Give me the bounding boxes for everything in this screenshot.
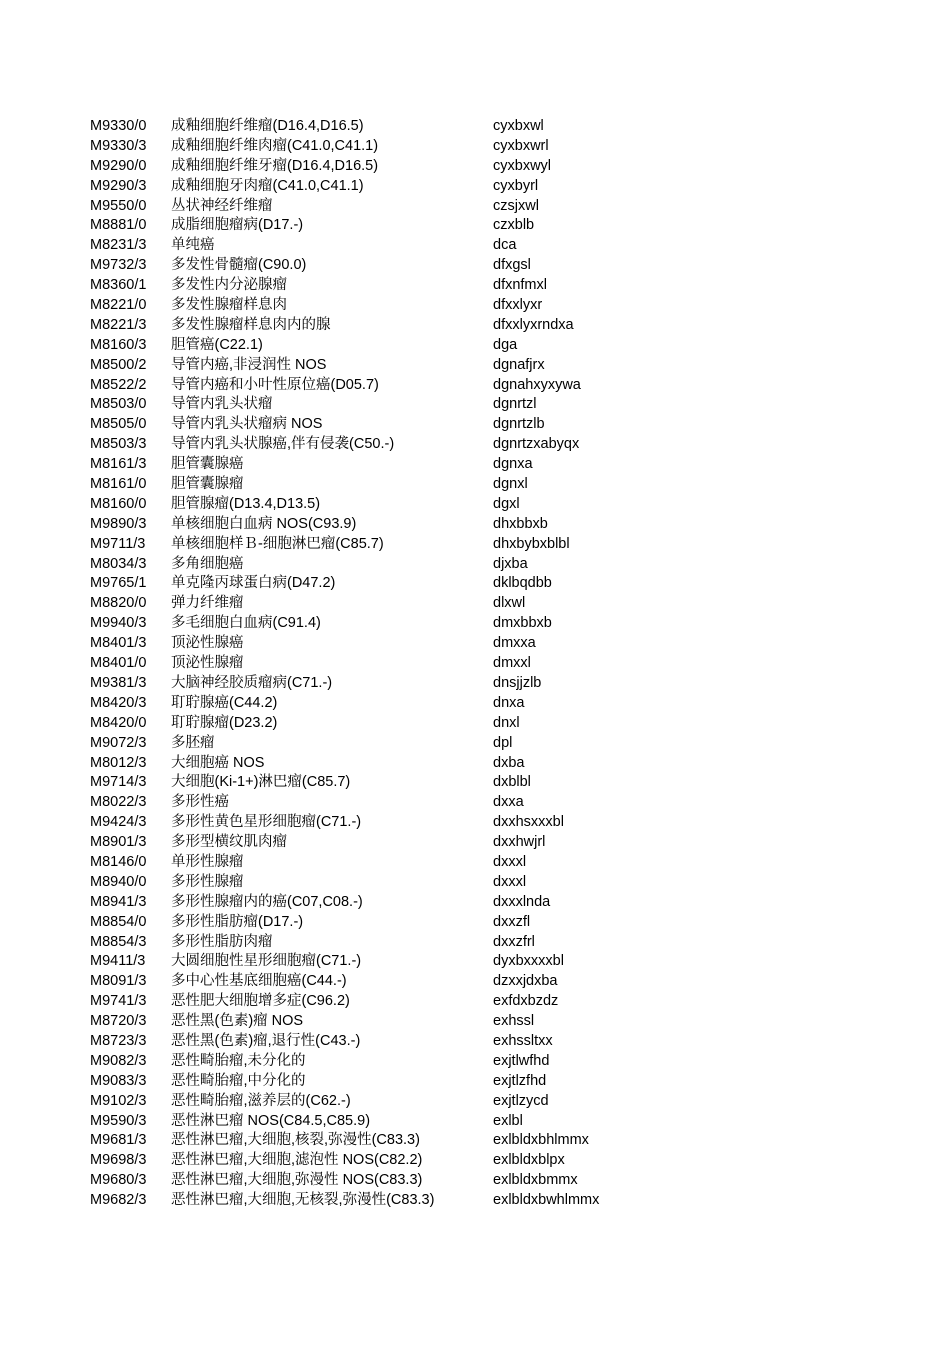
- table-row: [0, 913, 950, 933]
- pinyin-abbreviation: dca: [493, 237, 517, 254]
- morphology-code: M8505/0: [90, 416, 147, 433]
- table-row: [0, 197, 950, 217]
- table-row: [0, 773, 950, 793]
- table-row: [0, 754, 950, 774]
- table-row: [0, 256, 950, 276]
- morphology-code: M8221/3: [90, 316, 147, 333]
- morphology-code: M9330/3: [90, 137, 147, 154]
- pinyin-abbreviation: dfxxlyxr: [493, 297, 543, 314]
- morphology-code: M8022/3: [90, 794, 147, 811]
- table-row: [0, 1012, 950, 1032]
- table-row: [0, 1191, 950, 1211]
- pinyin-abbreviation: dfxxlyxrndxa: [493, 316, 574, 333]
- tumor-name: 多中心性基底细胞癌(C44.-): [171, 973, 347, 990]
- table-row: [0, 316, 950, 336]
- morphology-code: M9082/3: [90, 1052, 147, 1069]
- tumor-name: 大细胞(Ki-1+)淋巴瘤(C85.7): [171, 774, 351, 791]
- morphology-code: M8221/0: [90, 297, 147, 314]
- table-row: [0, 933, 950, 953]
- table-row: [0, 674, 950, 694]
- pinyin-abbreviation: dhxbbxb: [493, 515, 548, 532]
- morphology-code: M8940/0: [90, 873, 147, 890]
- tumor-name: 胆管腺瘤(D13.4,D13.5): [171, 495, 321, 512]
- pinyin-abbreviation: dxxhwjrl: [493, 834, 546, 851]
- pinyin-abbreviation: dxxxlnda: [493, 893, 551, 910]
- table-row: [0, 296, 950, 316]
- table-row: [0, 356, 950, 376]
- table-row: [0, 475, 950, 495]
- pinyin-abbreviation: dxxzfrl: [493, 933, 535, 950]
- pinyin-abbreviation: exjtlzfhd: [493, 1072, 547, 1089]
- tumor-name: 单核细胞白血病 NOS(C93.9): [171, 515, 357, 532]
- morphology-code: M8500/2: [90, 356, 147, 373]
- tumor-name: 恶性畸胎瘤,中分化的: [171, 1072, 306, 1089]
- tumor-name: 多发性内分泌腺瘤: [171, 277, 287, 294]
- tumor-name: 顶泌性腺癌: [171, 635, 244, 652]
- table-row: [0, 515, 950, 535]
- pinyin-abbreviation: exfdxbzdz: [493, 993, 559, 1010]
- table-row: [0, 395, 950, 415]
- pinyin-abbreviation: dxba: [493, 754, 525, 771]
- pinyin-abbreviation: exjtlwfhd: [493, 1052, 550, 1069]
- tumor-name: 大脑神经胶质瘤病(C71.-): [171, 674, 333, 691]
- tumor-name: 胆管囊腺癌: [171, 456, 244, 473]
- pinyin-abbreviation: dmxxa: [493, 635, 536, 652]
- morphology-code: M9741/3: [90, 993, 147, 1010]
- pinyin-abbreviation: czxblb: [493, 217, 535, 234]
- tumor-name: 单克隆丙球蛋白病(D47.2): [171, 575, 336, 592]
- tumor-name: 恶性淋巴瘤,大细胞,核裂,弥漫性(C83.3): [171, 1132, 420, 1149]
- table-row: [0, 177, 950, 197]
- morphology-code: M8012/3: [90, 754, 147, 771]
- morphology-code: M9890/3: [90, 515, 147, 532]
- table-row: [0, 574, 950, 594]
- tumor-name: 多形性腺瘤内的癌(C07,C08.-): [171, 893, 363, 910]
- tumor-name: 恶性淋巴瘤 NOS(C84.5,C85.9): [171, 1112, 371, 1129]
- pinyin-abbreviation: dmxbbxb: [493, 615, 552, 632]
- morphology-code: M9698/3: [90, 1152, 147, 1169]
- table-row: [0, 1092, 950, 1112]
- tumor-name: 恶性黑(色素)瘤 NOS: [171, 1013, 304, 1030]
- morphology-code: M8720/3: [90, 1013, 147, 1030]
- pinyin-abbreviation: dgnahxyxywa: [493, 376, 581, 393]
- tumor-name: 导管内乳头状瘤病 NOS: [171, 416, 323, 433]
- morphology-code: M8160/0: [90, 495, 147, 512]
- table-row: [0, 1131, 950, 1151]
- pinyin-abbreviation: dgnxl: [493, 476, 528, 493]
- pinyin-abbreviation: dxxa: [493, 794, 524, 811]
- tumor-name: 恶性畸胎瘤,滋养层的(C62.-): [171, 1092, 351, 1109]
- tumor-name: 多发性腺瘤样息肉内的腺: [171, 316, 331, 333]
- pinyin-abbreviation: dnxa: [493, 694, 525, 711]
- pinyin-abbreviation: dgnrtzxabyqx: [493, 436, 580, 453]
- tumor-name: 多发性腺瘤样息肉: [171, 297, 287, 314]
- morphology-code: M8160/3: [90, 336, 147, 353]
- tumor-name: 多毛细胞白血病(C91.4): [171, 615, 321, 632]
- table-row: [0, 952, 950, 972]
- pinyin-abbreviation: dnsjjzlb: [493, 674, 542, 691]
- table-row: [0, 157, 950, 177]
- tumor-name: 单形性腺瘤: [171, 853, 244, 870]
- table-row: [0, 236, 950, 256]
- table-row: [0, 714, 950, 734]
- pinyin-abbreviation: exlbl: [493, 1112, 523, 1129]
- morphology-code: M8146/0: [90, 853, 147, 870]
- pinyin-abbreviation: dgnrtzl: [493, 396, 537, 413]
- morphology-code: M9102/3: [90, 1092, 147, 1109]
- pinyin-abbreviation: djxba: [493, 555, 528, 572]
- morphology-code: M9550/0: [90, 197, 147, 214]
- tumor-name: 恶性肥大细胞增多症(C96.2): [171, 993, 350, 1010]
- table-row: [0, 415, 950, 435]
- tumor-name: 多发性骨髓瘤(C90.0): [171, 257, 307, 274]
- pinyin-abbreviation: dlxwl: [493, 595, 526, 612]
- tumor-name: 导管内癌和小叶性原位癌(D05.7): [171, 376, 379, 393]
- morphology-code: M8881/0: [90, 217, 147, 234]
- morphology-code: M8420/3: [90, 694, 147, 711]
- table-row: [0, 1052, 950, 1072]
- pinyin-abbreviation: dgxl: [493, 495, 520, 512]
- pinyin-abbreviation: exlbldxbmmx: [493, 1172, 578, 1189]
- tumor-name: 成釉细胞纤维肉瘤(C41.0,C41.1): [171, 137, 379, 154]
- tumor-name: 多形性脂肪瘤(D17.-): [171, 913, 304, 930]
- morphology-code: M8503/0: [90, 396, 147, 413]
- pinyin-abbreviation: dgnafjrx: [493, 356, 545, 373]
- pinyin-abbreviation: dfxgsl: [493, 257, 531, 274]
- tumor-name: 大圆细胞性星形细胞瘤(C71.-): [171, 953, 362, 970]
- morphology-code: M8820/0: [90, 595, 147, 612]
- table-row: [0, 1171, 950, 1191]
- tumor-name: 多形型横纹肌肉瘤: [171, 834, 287, 851]
- pinyin-abbreviation: dxxzfl: [493, 913, 531, 930]
- pinyin-abbreviation: exhssltxx: [493, 1032, 553, 1049]
- pinyin-abbreviation: dxxxl: [493, 853, 527, 870]
- pinyin-abbreviation: dhxbybxblbl: [493, 535, 570, 552]
- tumor-name: 顶泌性腺瘤: [171, 655, 244, 672]
- pinyin-abbreviation: dgnxa: [493, 456, 533, 473]
- tumor-name: 成釉细胞纤维牙瘤(D16.4,D16.5): [171, 157, 379, 174]
- tumor-name: 成釉细胞牙肉瘤(C41.0,C41.1): [171, 177, 364, 194]
- table-row: [0, 376, 950, 396]
- tumor-name: 耵聍腺瘤(D23.2): [171, 714, 278, 731]
- table-row: [0, 435, 950, 455]
- morphology-code: M9940/3: [90, 615, 147, 632]
- tumor-name: 导管内癌,非浸润性 NOS: [171, 356, 327, 373]
- tumor-name: 成釉细胞纤维瘤(D16.4,D16.5): [171, 118, 364, 134]
- morphology-code: M9411/3: [90, 953, 146, 970]
- tumor-name: 丛状神经纤维瘤: [171, 197, 273, 214]
- table-row: [0, 853, 950, 873]
- table-row: [0, 654, 950, 674]
- morphology-code: M8941/3: [90, 893, 147, 910]
- morphology-code: M9290/0: [90, 157, 147, 174]
- morphology-code: M8034/3: [90, 555, 147, 572]
- morphology-code: M9765/1: [90, 575, 147, 592]
- morphology-code: M9083/3: [90, 1072, 147, 1089]
- table-row: [0, 455, 950, 475]
- pinyin-abbreviation: dxblbl: [493, 774, 531, 791]
- table-row: [0, 734, 950, 754]
- morphology-code: M9681/3: [90, 1132, 147, 1149]
- tumor-name: 恶性畸胎瘤,未分化的: [171, 1052, 306, 1069]
- tumor-name: 多形性脂肪肉瘤: [171, 933, 273, 950]
- morphology-code: M8401/3: [90, 635, 147, 652]
- tumor-name: 大细胞癌 NOS: [171, 754, 265, 771]
- tumor-name: 多角细胞癌: [171, 555, 244, 572]
- morphology-code: M9682/3: [90, 1192, 147, 1209]
- table-row: [0, 813, 950, 833]
- table-row: [0, 555, 950, 575]
- table-row: [0, 793, 950, 813]
- pinyin-abbreviation: cyxbxwrl: [493, 137, 549, 154]
- morphology-code: M9381/3: [90, 674, 147, 691]
- table-row: [0, 336, 950, 356]
- table-row: [0, 137, 950, 157]
- pinyin-abbreviation: dxxhsxxxbl: [493, 814, 564, 831]
- pinyin-abbreviation: exlbldxblpx: [493, 1152, 565, 1169]
- table-row: [0, 694, 950, 714]
- morphology-code: M9680/3: [90, 1172, 147, 1189]
- morphology-code: M9072/3: [90, 734, 147, 751]
- pinyin-abbreviation: exjtlzycd: [493, 1092, 549, 1109]
- morphology-code: M8091/3: [90, 973, 147, 990]
- tumor-name: 恶性黑(色素)瘤,退行性(C43.-): [171, 1032, 361, 1049]
- table-row: [0, 1112, 950, 1132]
- table-row: [0, 833, 950, 853]
- table-row: [0, 873, 950, 893]
- morphology-code: M9714/3: [90, 774, 147, 791]
- pinyin-abbreviation: cyxbyrl: [493, 177, 539, 194]
- table-row: [0, 614, 950, 634]
- tumor-name: 导管内乳头状腺癌,伴有侵袭(C50.-): [171, 436, 395, 453]
- morphology-code: M8420/0: [90, 714, 147, 731]
- tumor-name: 耵聍腺癌(C44.2): [171, 694, 278, 711]
- morphology-code: M8723/3: [90, 1032, 147, 1049]
- tumor-name: 成脂细胞瘤病(D17.-): [171, 217, 304, 234]
- table-row: [0, 1032, 950, 1052]
- table-row: [0, 1072, 950, 1092]
- tumor-name: 胆管癌(C22.1): [171, 336, 263, 353]
- morphology-code: M8231/3: [90, 237, 147, 254]
- pinyin-abbreviation: dgnrtzlb: [493, 416, 545, 433]
- pinyin-abbreviation: dga: [493, 336, 518, 353]
- morphology-code: M9711/3: [90, 535, 146, 552]
- pinyin-abbreviation: dmxxl: [493, 655, 531, 672]
- pinyin-abbreviation: dnxl: [493, 714, 520, 731]
- tumor-name: 单纯癌: [171, 237, 215, 254]
- table-row: [0, 216, 950, 236]
- morphology-code: M9330/0: [90, 118, 147, 134]
- tumor-name: 恶性淋巴瘤,大细胞,弥漫性 NOS(C83.3): [171, 1172, 423, 1189]
- table-row: [0, 1151, 950, 1171]
- morphology-code: M8161/0: [90, 476, 147, 493]
- morphology-code: M9424/3: [90, 814, 147, 831]
- tumor-name: 弹力纤维瘤: [171, 595, 244, 612]
- morphology-code: M9590/3: [90, 1112, 147, 1129]
- morphology-code: M9290/3: [90, 177, 147, 194]
- tumor-name: 恶性淋巴瘤,大细胞,无核裂,弥漫性(C83.3): [171, 1192, 435, 1209]
- tumor-name: 多形性黄色星形细胞瘤(C71.-): [171, 814, 362, 831]
- tumor-name: 导管内乳头状瘤: [171, 396, 273, 413]
- pinyin-abbreviation: dfxnfmxl: [493, 277, 547, 294]
- pinyin-abbreviation: cyxbxwl: [493, 118, 544, 134]
- table-row: [0, 535, 950, 555]
- tumor-name: 胆管囊腺瘤: [171, 476, 244, 493]
- pinyin-abbreviation: dpl: [493, 734, 513, 751]
- morphology-code: M8401/0: [90, 655, 147, 672]
- pinyin-abbreviation: dzxxjdxba: [493, 973, 558, 990]
- pinyin-abbreviation: cyxbxwyl: [493, 157, 552, 174]
- morphology-code: M8522/2: [90, 376, 147, 393]
- table-row: [0, 972, 950, 992]
- tumor-name: 多胚瘤: [171, 734, 215, 751]
- morphology-code: M8503/3: [90, 436, 147, 453]
- table-row: [0, 117, 950, 137]
- table-row: [0, 992, 950, 1012]
- table-row: [0, 634, 950, 654]
- code-table: [0, 117, 950, 1211]
- tumor-name: 恶性淋巴瘤,大细胞,滤泡性 NOS(C82.2): [171, 1152, 423, 1169]
- tumor-name: 多形性腺瘤: [171, 873, 244, 890]
- morphology-code: M9732/3: [90, 257, 147, 274]
- pinyin-abbreviation: czsjxwl: [493, 197, 539, 214]
- morphology-code: M8161/3: [90, 456, 147, 473]
- table-row: [0, 495, 950, 515]
- morphology-code: M8854/0: [90, 913, 147, 930]
- table-row: [0, 276, 950, 296]
- table-row: [0, 594, 950, 614]
- morphology-code: M8901/3: [90, 834, 147, 851]
- pinyin-abbreviation: exhssl: [493, 1013, 535, 1030]
- table-row: [0, 893, 950, 913]
- morphology-code: M8854/3: [90, 933, 147, 950]
- morphology-code: M8360/1: [90, 277, 147, 294]
- tumor-name: 单核细胞样Ｂ-细胞淋巴瘤(C85.7): [171, 535, 384, 552]
- tumor-name: 多形性癌: [171, 794, 229, 811]
- pinyin-abbreviation: exlbldxbhlmmx: [493, 1132, 589, 1149]
- pinyin-abbreviation: dyxbxxxxbl: [493, 953, 564, 970]
- pinyin-abbreviation: dxxxl: [493, 873, 527, 890]
- pinyin-abbreviation: dklbqdbb: [493, 575, 552, 592]
- pinyin-abbreviation: exlbldxbwhlmmx: [493, 1192, 600, 1209]
